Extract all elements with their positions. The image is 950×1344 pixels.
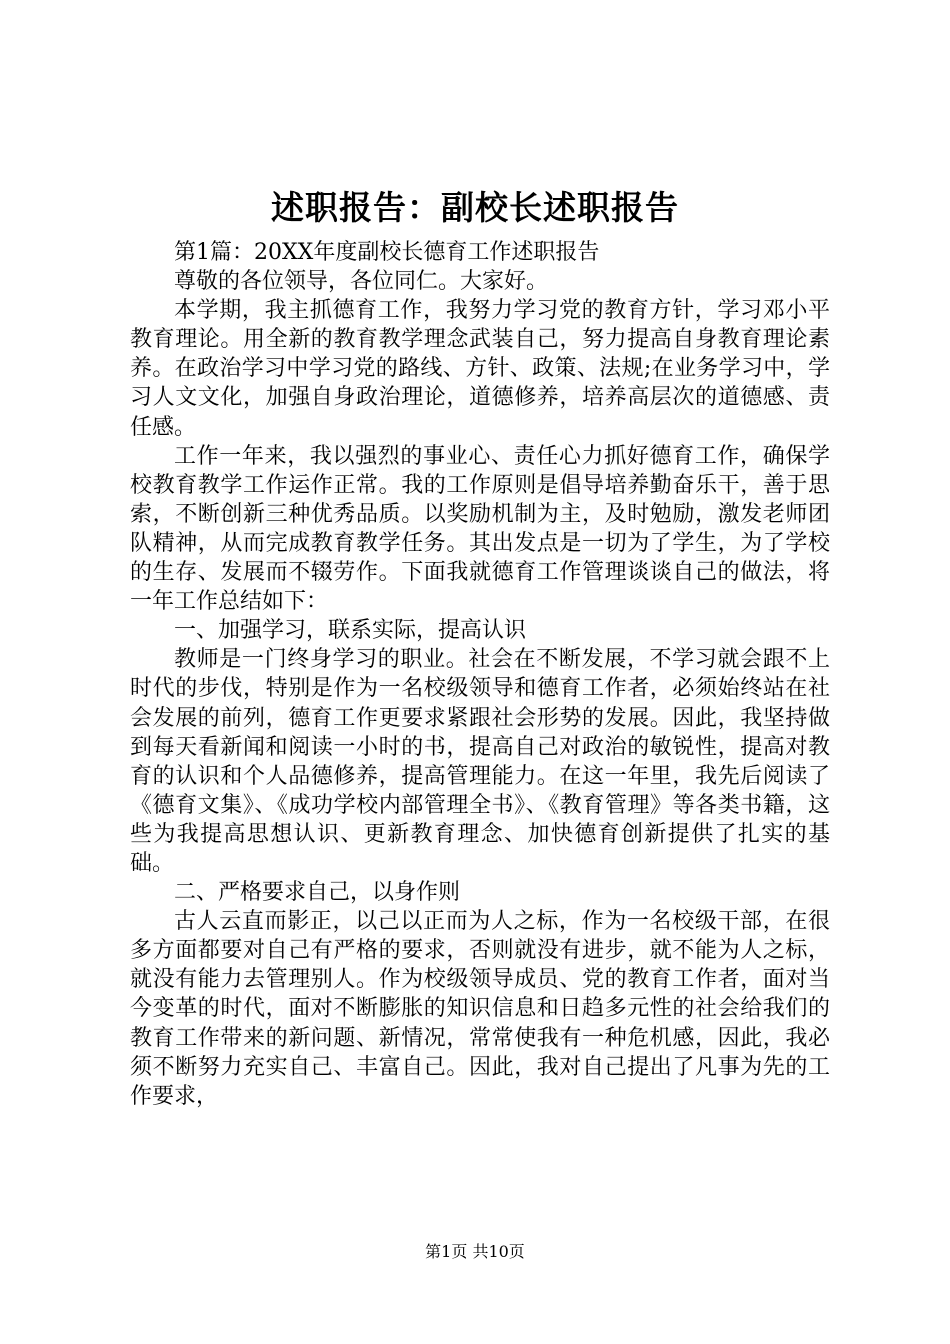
subsection-heading: 二、严格要求自己，以身作则 xyxy=(174,880,461,906)
section-heading: 第1篇：20XX年度副校长德育工作述职报告 xyxy=(174,240,600,265)
body-paragraph: 本学期，我主抓德育工作，我努力学习党的教育方针，学习邓小平教育理论。用全新的教育教学理念武装自己，努力提高自身教育理论素养。在政治学习中学习党的路线、方针、政策、法规;在业务学习中，学习人文文化，加强自身政治理论，道德修养，培养高层次的道德感、责任感。 xyxy=(130,298,830,440)
body-paragraph: 教师是一门终身学习的职业。社会在不断发展，不学习就会跟不上时代的步伐，特别是作为一名校级领导和德育工作者，必须始终站在社会发展的前列，德育工作更要求紧跟社会形势的发展。因此，我坚持做到每天看新闻和阅读一小时的书，提高自己对政治的敏锐性，提高对教育的认识和个人品德修养，提高管理能力。在这一年里，我先后阅读了《德育文集》、《成功学校内部管理全书》、《教育管理》等各类书籍，这些为我提高思想认识、更新教育理念、加快德育创新提供了扎实的基础。 xyxy=(130,647,830,876)
document-title: 述职报告：副校长述职报告 xyxy=(271,188,679,227)
page-footer: 第1页 共10页 xyxy=(425,1242,525,1261)
salutation: 尊敬的各位领导，各位同仁。大家好。 xyxy=(174,269,549,295)
subsection-heading: 一、加强学习，联系实际，提高认识 xyxy=(174,618,527,644)
body-paragraph: 古人云直而影正，以己以正而为人之标，作为一名校级干部，在很多方面都要对自己有严格的要求，否则就没有进步，就不能为人之标，就没有能力去管理别人。作为校级领导成员、党的教育工作者，面对当今变革的时代，面对不断膨胀的知识信息和日趋多元性的社会给我们的教育工作带来的新问题、新情况，常常使我有一种危机感，因此，我必须不断努力充实自己、丰富自己。因此，我对自己提出了凡事为先的工作要求， xyxy=(130,909,830,1109)
body-paragraph: 工作一年来，我以强烈的事业心、责任心力抓好德育工作，确保学校教育教学工作运作正常。我的工作原则是倡导培养勤奋乐干，善于思索，不断创新三种优秀品质。以奖励机制为主，及时勉励，激发老师团队精神，从而完成教育教学任务。其出发点是一切为了学生，为了学校的生存、发展而不辍劳作。下面我就德育工作管理谈谈自己的做法，将一年工作总结如下： xyxy=(130,443,830,615)
document-body xyxy=(130,238,830,1111)
